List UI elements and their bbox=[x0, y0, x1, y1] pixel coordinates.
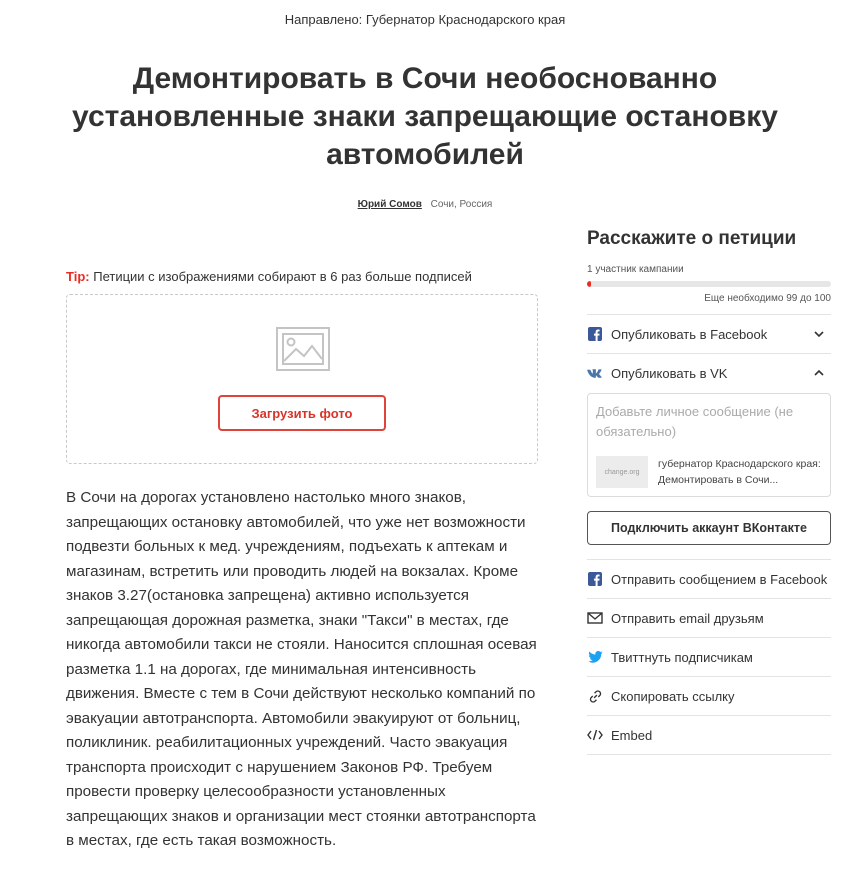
vk-icon bbox=[587, 366, 603, 382]
share-title: Расскажите о петиции bbox=[587, 228, 797, 249]
image-placeholder-icon bbox=[276, 327, 330, 371]
vk-preview-caption: губернатор Краснодарского края: Демонтировать в Сочи... bbox=[658, 458, 821, 486]
signature-progress-bar bbox=[587, 281, 831, 287]
photo-upload-area[interactable] bbox=[66, 294, 538, 464]
tweet-label: Твиттнуть подписчикам bbox=[611, 649, 753, 665]
vk-message-input[interactable]: Добавьте личное сообщение (не обязательно) bbox=[596, 404, 794, 439]
author-name[interactable]: Юрий Сомов bbox=[357, 199, 422, 210]
facebook-icon bbox=[587, 326, 603, 342]
facebook-icon bbox=[587, 571, 603, 587]
send-email-label: Отправить email друзьям bbox=[611, 610, 764, 626]
connect-vk-button[interactable]: Подключить аккаунт ВКонтакте bbox=[587, 511, 831, 545]
share-list bbox=[587, 314, 831, 755]
participants-count: 1 участник кампании bbox=[587, 264, 684, 275]
share-facebook-label: Опубликовать в Facebook bbox=[611, 326, 768, 342]
twitter-icon bbox=[587, 649, 603, 665]
embed-label: Embed bbox=[611, 727, 653, 743]
vk-share-panel bbox=[587, 393, 831, 560]
directed-to: Направлено: Губернатор Краснодарского края bbox=[284, 12, 566, 27]
petition-body: В Сочи на дорогах установлено настолько много знаков, запрещающих остановку автомобилей, что уже нет возможности подвезти больных к мед. учреждениям, подъехать к аптекам и магазинам, встретить или проводить людей на вокзалах. Кроме знаков 3.27(остановка запрещена) активно используется запрещающая дорожная разметка, знаки "Такси" в местах, где никогда автомобили такси не стояли. Наносится сплошная осевая разметка 1.1 на дорогах, где минимальная интенсивность движения. Вместе с тем в Сочи действуют несколько компаний по эвакуации автотранспорта. Автомобили эвакуируют от больниц, поликлиник. реабилитационных учреждений. Часто эвакуация транспорта происходит с нарушением Законов РФ. Требуем провести проверку целесообразности установленных запрещающих знаков и организации мест стоянки автотранспорта в местах, где есть такая возможность. bbox=[66, 489, 537, 849]
vk-message-box[interactable] bbox=[587, 393, 831, 497]
tip-label: Tip: bbox=[66, 269, 90, 284]
author-line bbox=[0, 199, 850, 210]
share-facebook-item[interactable] bbox=[587, 315, 831, 354]
send-facebook-message-item[interactable] bbox=[587, 560, 831, 599]
petition-thumbnail: change.org bbox=[596, 456, 648, 488]
tweet-item[interactable] bbox=[587, 638, 831, 677]
tip-text: Петиции с изображениями собирают в 6 раз больше подписей bbox=[93, 269, 472, 284]
link-icon bbox=[587, 688, 603, 704]
signatures-needed: Еще необходимо 99 до 100 bbox=[704, 293, 831, 304]
share-vk-item[interactable] bbox=[587, 354, 831, 393]
share-vk-label: Опубликовать в VK bbox=[611, 366, 728, 381]
send-facebook-label: Отправить сообщением в Facebook bbox=[611, 571, 828, 587]
code-icon bbox=[587, 727, 603, 743]
share-sidebar bbox=[587, 228, 831, 755]
signature-progress-fill bbox=[587, 281, 591, 287]
upload-photo-button[interactable]: Загрузить фото bbox=[218, 395, 386, 431]
tip bbox=[66, 269, 472, 284]
send-email-item[interactable] bbox=[587, 599, 831, 638]
embed-item[interactable] bbox=[587, 716, 831, 755]
chevron-up-icon bbox=[813, 367, 825, 379]
copy-link-item[interactable] bbox=[587, 677, 831, 716]
author-location: Сочи, Россия bbox=[430, 199, 493, 210]
envelope-icon bbox=[587, 610, 603, 626]
chevron-down-icon bbox=[813, 328, 825, 340]
copy-link-label: Скопировать ссылку bbox=[611, 688, 735, 704]
page-title: Демонтировать в Сочи необоснованно установленные знаки запрещающие остановку автомобилей bbox=[72, 62, 778, 171]
